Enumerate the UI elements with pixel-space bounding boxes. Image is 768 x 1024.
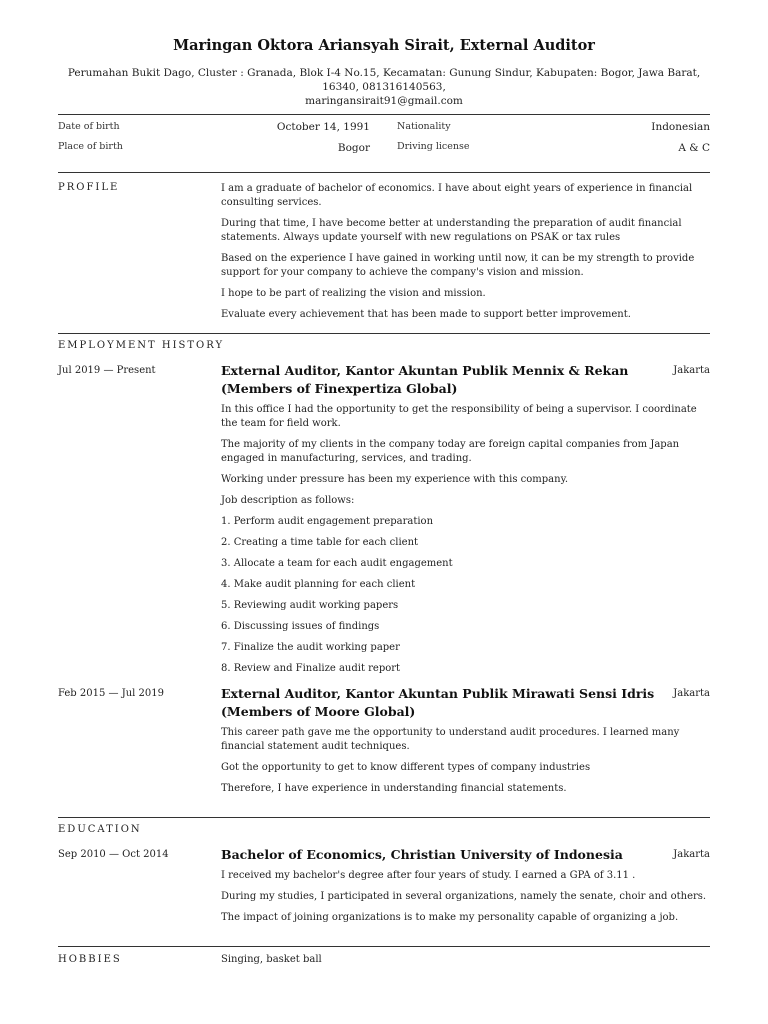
job-task: 3. Allocate a team for each audit engagement (221, 558, 453, 569)
degree-title: Bachelor of Economics, Christian University of Indonesia (221, 847, 623, 862)
job-title: External Auditor, Kantor Akuntan Publik Mennix & Rekan (221, 363, 629, 378)
hobbies-text: Singing, basket ball (221, 954, 322, 965)
job-title-sub: (Members of Finexpertiza Global) (221, 381, 458, 396)
job-paragraph: In this office I had the opportunity to get the responsibility of being a supervisor. I coordinate the team for field work. (221, 404, 697, 429)
section-title-profile: PROFILE (58, 182, 120, 193)
divider (58, 946, 710, 947)
education-paragraph: During my studies, I participated in several organizations, namely the senate, choir and others. (221, 891, 707, 902)
profile-paragraph: During that time, I have become better at understanding the preparation of audit financial statements. Always update yourself with new regulations on PSAK or tax rules (221, 218, 682, 243)
job-entry (221, 685, 713, 796)
job-task: 1. Perform audit engagement preparation (221, 516, 434, 527)
job-paragraph: This career path gave me the opportunity to understand audit procedures. I learned many financial statement audit techniques. (221, 727, 680, 752)
nationality-label: Nationality (397, 121, 451, 132)
job-entry (221, 362, 713, 676)
dob-label: Date of birth (58, 121, 120, 132)
job-task: 2. Creating a time table for each client (221, 537, 419, 548)
education-dates: Sep 2010 — Oct 2014 (58, 849, 169, 860)
job-task: 7. Finalize the audit working paper (221, 642, 400, 653)
job-task: 5. Reviewing audit working papers (221, 600, 399, 611)
job-title: External Auditor, Kantor Akuntan Publik Mirawati Sensi Idris (221, 686, 655, 701)
education-paragraph: I received my bachelor's degree after four years of study. I earned a GPA of 3.11 . (221, 870, 636, 881)
page-title: Maringan Oktora Ariansyah Sirait, External Auditor (173, 37, 595, 54)
dob-value: October 14, 1991 (276, 121, 370, 133)
job-task: 4. Make audit planning for each client (221, 579, 416, 590)
job-paragraph: The majority of my clients in the company today are foreign capital companies from Japan engaged in manufacturing, services, and trading. (221, 439, 680, 464)
job-location: Jakarta (673, 688, 710, 699)
license-label: Driving license (397, 141, 470, 152)
job-paragraph: Therefore, I have experience in understanding financial statements. (221, 783, 567, 794)
job-paragraph: Working under pressure has been my experience with this company. (221, 474, 569, 485)
section-title-education: EDUCATION (58, 824, 142, 835)
education-paragraph: The impact of joining organizations is to make my personality capable of organizing a job. (221, 912, 679, 923)
nationality-value: Indonesian (651, 121, 710, 133)
divider (58, 333, 710, 334)
education-location: Jakarta (673, 849, 710, 860)
job-title-sub: (Members of Moore Global) (221, 704, 416, 719)
profile-paragraph: I am a graduate of bachelor of economics. I have about eight years of experience in financial consulting services. (221, 183, 693, 208)
hobbies-content (221, 953, 713, 967)
email-line: maringansirait91@gmail.com (305, 95, 463, 107)
job-paragraph: Got the opportunity to get to know different types of company industries (221, 762, 591, 773)
job-task: 8. Review and Finalize audit report (221, 663, 401, 674)
education-entry (221, 846, 713, 925)
divider (58, 114, 710, 115)
address-line: Perumahan Bukit Dago, Cluster : Granada, Blok I-4 No.15, Kecamatan: Gunung Sindur, Kabupaten: Bogor, Jawa Barat, 16340, 081316140563, (67, 67, 701, 93)
profile-paragraph: Based on the experience I have gained in working until now, it can be my strength to provide support for your company to achieve the company's vision and mission. (221, 253, 695, 278)
divider (58, 817, 710, 818)
section-title-employment: EMPLOYMENT HISTORY (58, 340, 225, 351)
profile-paragraph: I hope to be part of realizing the vision and mission. (221, 288, 486, 299)
job-task: 6. Discussing issues of findings (221, 621, 380, 632)
job-location: Jakarta (673, 365, 710, 376)
contact-address (48, 66, 720, 108)
section-title-hobbies: HOBBIES (58, 954, 122, 965)
pob-value: Bogor (337, 142, 370, 154)
job-dates: Jul 2019 — Present (58, 365, 156, 376)
job-dates: Feb 2015 — Jul 2019 (58, 688, 164, 699)
license-value: A & C (678, 142, 710, 154)
pob-label: Place of birth (58, 141, 123, 152)
profile-paragraph: Evaluate every achievement that has been made to support better improvement. (221, 309, 631, 320)
profile-content (221, 182, 713, 322)
job-paragraph: Job description as follows: (221, 495, 355, 506)
divider (58, 172, 710, 173)
